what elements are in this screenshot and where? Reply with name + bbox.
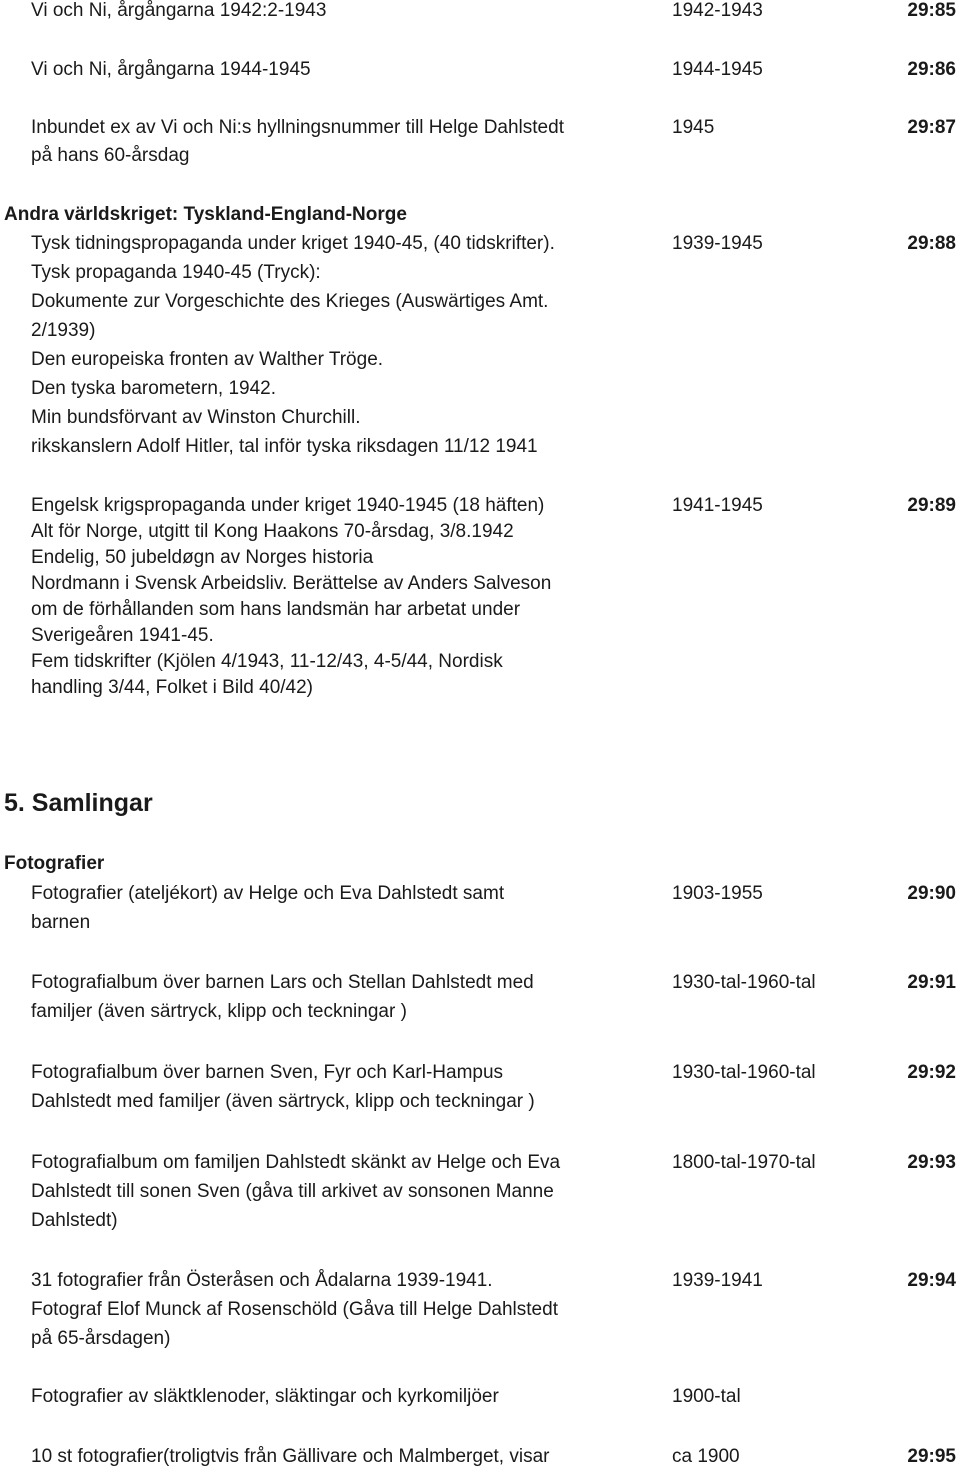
photo-94-line-2: Fotograf Elof Munck af Rosenschöld (Gåva till Helge Dahlstedt bbox=[31, 1299, 558, 1320]
ww2-g2-line-5: om de förhållanden som hans landsmän har arbetat under bbox=[31, 599, 521, 620]
ww2-g2-line-7: Fem tidskrifter (Kjölen 4/1943, 11-12/43, 4-5/44, Nordisk bbox=[31, 651, 503, 672]
row-85-line-1: Vi och Ni, årgångarna 1942:2-1943 bbox=[31, 0, 327, 21]
photo-93-line-2: Dahlstedt till sonen Sven (gåva till arkivet av sonsonen Manne bbox=[31, 1181, 554, 1202]
photo-95-line-1: 10 st fotografier(troligtvis från Gällivare och Malmberget, visar bbox=[31, 1446, 550, 1467]
ww2-g2-code: 29:89 bbox=[907, 495, 956, 516]
ww2-g1-line-7: Min bundsförvant av Winston Churchill. bbox=[31, 407, 361, 428]
ww2-g1-line-1: Tysk tidningspropaganda under kriget 1940-45, (40 tidskrifter). bbox=[31, 233, 555, 254]
photo-90-date: 1903-1955 bbox=[672, 883, 763, 904]
ww2-g1-date: 1939-1945 bbox=[672, 233, 763, 254]
row-85-date: 1942-1943 bbox=[672, 0, 763, 21]
row-87-code: 29:87 bbox=[907, 117, 956, 138]
photo-90-line-2: barnen bbox=[31, 912, 91, 933]
row-86-line-1: Vi och Ni, årgångarna 1944-1945 bbox=[31, 59, 311, 80]
ww2-g2-line-2: Alt för Norge, utgitt til Kong Haakons 70-årsdag, 3/8.1942 bbox=[31, 521, 514, 542]
ww2-g2-line-4: Nordmann i Svensk Arbeidsliv. Berättelse av Anders Salveson bbox=[31, 573, 552, 594]
photo-92-line-2: Dahlstedt med familjer (även särtryck, klipp och teckningar ) bbox=[31, 1091, 535, 1112]
photo-94-code: 29:94 bbox=[907, 1270, 956, 1291]
photo-91-date: 1930-tal-1960-tal bbox=[672, 972, 816, 993]
photo-92-code: 29:92 bbox=[907, 1062, 956, 1083]
row-87-line-2: på hans 60-årsdag bbox=[31, 145, 190, 166]
row-86-code: 29:86 bbox=[907, 59, 956, 80]
photo-90-code: 29:90 bbox=[907, 883, 956, 904]
photo-90-line-1: Fotografier (ateljékort) av Helge och Eva Dahlstedt samt bbox=[31, 883, 505, 904]
ww2-g1-line-5: Den europeiska fronten av Walther Tröge. bbox=[31, 349, 384, 370]
photo-95-code: 29:95 bbox=[907, 1446, 956, 1467]
photo-heirlooms-line-1: Fotografier av släktklenoder, släktingar och kyrkomiljöer bbox=[31, 1386, 499, 1407]
ww2-g2-line-1: Engelsk krigspropaganda under kriget 1940-1945 (18 häften) bbox=[31, 495, 545, 516]
ww2-g1-line-8: rikskanslern Adolf Hitler, tal inför tyska riksdagen 11/12 1941 bbox=[31, 436, 538, 457]
photo-91-code: 29:91 bbox=[907, 972, 956, 993]
photo-94-date: 1939-1941 bbox=[672, 1270, 763, 1291]
ww2-g2-line-3: Endelig, 50 jubeldøgn av Norges historia bbox=[31, 547, 374, 568]
photo-94-line-1: 31 fotografier från Österåsen och Ådalarna 1939-1941. bbox=[31, 1270, 493, 1291]
row-87-date: 1945 bbox=[672, 117, 715, 138]
ww2-g1-code: 29:88 bbox=[907, 233, 956, 254]
photo-92-line-1: Fotografialbum över barnen Sven, Fyr och Karl-Hampus bbox=[31, 1062, 504, 1083]
photo-93-code: 29:93 bbox=[907, 1152, 956, 1173]
ww2-g1-line-4: 2/1939) bbox=[31, 320, 96, 341]
ww2-g1-line-3: Dokumente zur Vorgeschichte des Krieges (Auswärtiges Amt. bbox=[31, 291, 549, 312]
photo-91-line-1: Fotografialbum över barnen Lars och Stellan Dahlstedt med bbox=[31, 972, 534, 993]
photo-91-line-2: familjer (även särtryck, klipp och teckningar ) bbox=[31, 1001, 407, 1022]
photo-93-date: 1800-tal-1970-tal bbox=[672, 1152, 816, 1173]
row-87-line-1: Inbundet ex av Vi och Ni:s hyllningsnummer till Helge Dahlstedt bbox=[31, 117, 564, 138]
photo-heirlooms-date: 1900-tal bbox=[672, 1386, 741, 1407]
section-title: 5. Samlingar bbox=[4, 789, 153, 817]
row-86-date: 1944-1945 bbox=[672, 59, 763, 80]
ww2-heading: Andra världskriget: Tyskland-England-Norge bbox=[4, 204, 407, 225]
photo-94-line-3: på 65-årsdagen) bbox=[31, 1328, 171, 1349]
ww2-g2-line-6: Sverigeåren 1941-45. bbox=[31, 625, 214, 646]
photo-92-date: 1930-tal-1960-tal bbox=[672, 1062, 816, 1083]
photo-93-line-3: Dahlstedt) bbox=[31, 1210, 118, 1231]
ww2-g2-date: 1941-1945 bbox=[672, 495, 763, 516]
row-85-code: 29:85 bbox=[907, 0, 956, 21]
ww2-g1-line-6: Den tyska barometern, 1942. bbox=[31, 378, 277, 399]
photo-95-date: ca 1900 bbox=[672, 1446, 740, 1467]
section-subheading: Fotografier bbox=[4, 853, 105, 874]
ww2-g2-line-8: handling 3/44, Folket i Bild 40/42) bbox=[31, 677, 314, 698]
ww2-g1-line-2: Tysk propaganda 1940-45 (Tryck): bbox=[31, 262, 321, 283]
photo-93-line-1: Fotografialbum om familjen Dahlstedt skänkt av Helge och Eva bbox=[31, 1152, 561, 1173]
